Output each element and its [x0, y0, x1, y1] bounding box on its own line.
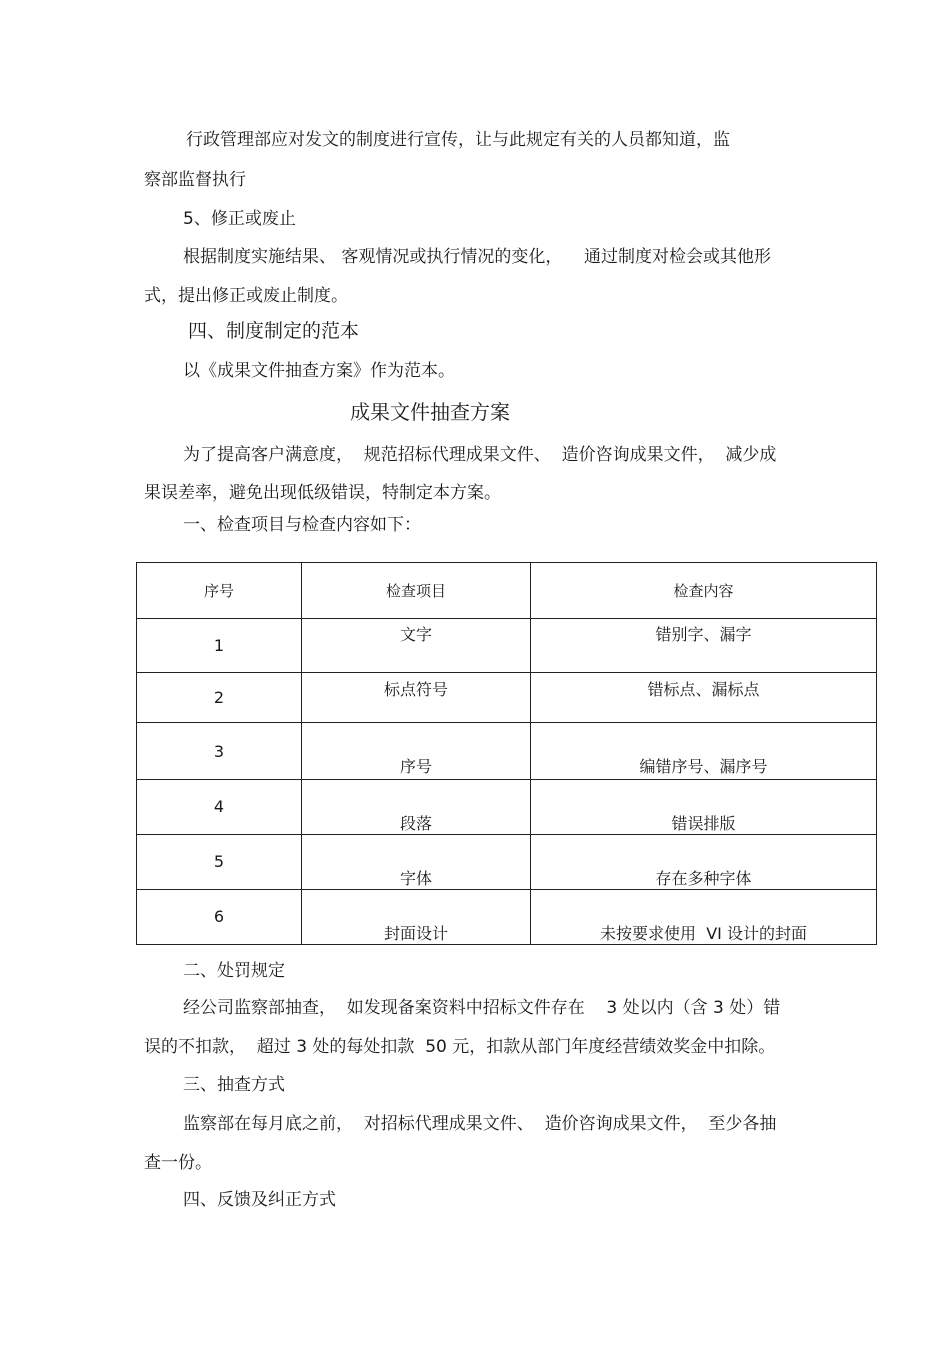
- table-cell: 封面设计: [302, 890, 531, 945]
- table-row: [137, 780, 877, 835]
- table-header-row: [137, 563, 877, 619]
- paragraph-line: 误的不扣款， 超过 3 处的每处扣款 50 元，扣款从部门年度经营绩效奖金中扣除。: [144, 1037, 776, 1057]
- table-row: [137, 835, 877, 890]
- paragraph-line: 果误差率，避免出现低级错误，特制定本方案。: [144, 483, 501, 503]
- table-cell: 编错序号、漏序号: [531, 723, 877, 780]
- table-cell: 2: [137, 673, 302, 723]
- table-cell: 存在多种字体: [531, 835, 877, 890]
- table-cell: 文字: [302, 619, 531, 673]
- paragraph-line: 根据制度实施结果、 客观情况或执行情况的变化， 通过制度对检会或其他形: [183, 247, 772, 267]
- header-cell: 检查内容: [531, 563, 877, 619]
- paragraph-line: 监察部在每月底之前， 对招标代理成果文件、 造价咨询成果文件， 至少各抽: [183, 1114, 777, 1134]
- table-cell: 4: [137, 780, 302, 835]
- section-heading: 一、检查项目与检查内容如下：: [183, 515, 421, 535]
- table-row: [137, 723, 877, 780]
- paragraph-line: 行政管理部应对发文的制度进行宣传，让与此规定有关的人员都知道，监: [186, 130, 730, 150]
- table-cell: 1: [137, 619, 302, 673]
- inspection-table: [136, 562, 877, 945]
- paragraph-line: 查一份。: [144, 1153, 212, 1173]
- paragraph-line: 以《成果文件抽查方案》作为范本。: [183, 361, 455, 381]
- table-cell: 标点符号: [302, 673, 531, 723]
- table-cell: 字体: [302, 835, 531, 890]
- table-cell: 错误排版: [531, 780, 877, 835]
- header-cell: 检查项目: [302, 563, 531, 619]
- section-heading: 二、处罚规定: [183, 961, 285, 981]
- section-heading: 四、反馈及纠正方式: [183, 1190, 336, 1210]
- paragraph-line: 经公司监察部抽查， 如发现备案资料中招标文件存在 3 处以内（含 3 处）错: [183, 998, 781, 1018]
- table-cell: 未按要求使用 VI 设计的封面: [531, 890, 877, 945]
- table-cell: 序号: [302, 723, 531, 780]
- table-cell: 错别字、漏字: [531, 619, 877, 673]
- table-row: [137, 619, 877, 673]
- paragraph-line: 式，提出修正或废止制度。: [144, 286, 348, 306]
- document-title: 成果文件抽查方案: [350, 400, 510, 424]
- section-heading: 三、抽查方式: [183, 1075, 285, 1095]
- table-cell: 6: [137, 890, 302, 945]
- section-heading: 四、制度制定的范本: [188, 320, 360, 342]
- table-cell: 段落: [302, 780, 531, 835]
- table-row: [137, 673, 877, 723]
- table-cell: 错标点、漏标点: [531, 673, 877, 723]
- table-row: [137, 890, 877, 945]
- header-cell: 序号: [137, 563, 302, 619]
- table-cell: 3: [137, 723, 302, 780]
- paragraph-line: 为了提高客户满意度， 规范招标代理成果文件、 造价咨询成果文件， 减少成: [183, 445, 777, 465]
- section-heading: 5、修正或废止: [183, 209, 296, 229]
- paragraph-line: 察部监督执行: [144, 170, 246, 190]
- table-cell: 5: [137, 835, 302, 890]
